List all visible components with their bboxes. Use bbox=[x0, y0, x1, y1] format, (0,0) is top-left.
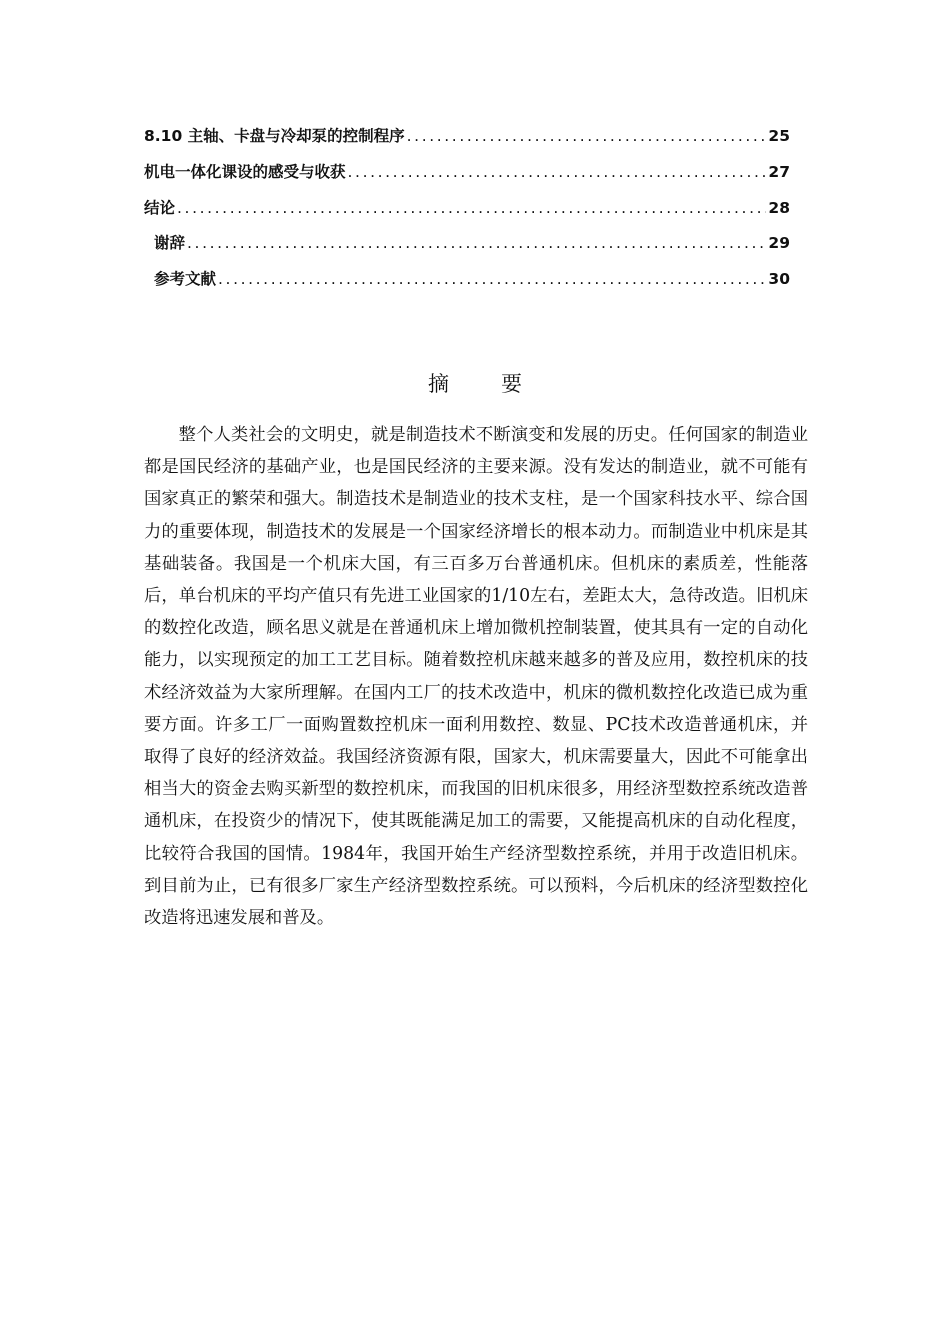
toc-entry[interactable] bbox=[144, 124, 790, 160]
toc-entry[interactable] bbox=[144, 267, 790, 303]
toc-entry-title: 8.10 主轴、卡盘与冷却泵的控制程序 bbox=[144, 127, 405, 145]
toc-entry[interactable] bbox=[144, 196, 790, 232]
toc-leader-dots bbox=[348, 163, 766, 181]
toc-entry-page: 28 bbox=[768, 198, 790, 217]
toc-entry[interactable] bbox=[144, 160, 790, 196]
abstract-heading-char: 要 bbox=[501, 372, 522, 396]
toc-entry-title: 结论 bbox=[144, 198, 176, 217]
toc-entry-title: 机电一体化课设的感受与收获 bbox=[144, 162, 346, 181]
toc-entry-page: 29 bbox=[768, 234, 790, 253]
toc-entry-title: 参考文献 bbox=[154, 270, 217, 289]
table-of-contents bbox=[144, 124, 790, 303]
toc-leader-dots bbox=[218, 270, 766, 288]
toc-leader-dots bbox=[187, 234, 766, 252]
abstract-paragraph: 整个人类社会的文明史，就是制造技术不断演变和发展的历史。任何国家的制造业都是国民经济的基础产业，也是国民经济的主要来源。没有发达的制造业，就不可能有国家真正的繁荣和强大。制造技术是制造业的技术支柱，是一个国家科技水平、综合国力的重要体现，制造技术的发展是一个国家经济增长的根本动力。而制造业中机床是其基础装备。我国是一个机床大国，有三百多万台普通机床。但机床的素质差，性能落后，单台机床的平均产值只有先进工业国家的1/10左右，差距太大，急待改造。旧机床的数控化改造，顾名思义就是在普通机床上增加微机控制装置，使其具有一定的自动化能力，以实现预定的加工工艺目标。随着数控机床越来越多的普及应用，数控机床的技术经济效益为大家所理解。在国内工厂的技术改造中，机床的微机数控化改造已成为重要方面。许多工厂一面购置数控机床一面利用数控、数显、PC技术改造普通机床，并取得了良好的经济效益。我国经济资源有限，国家大，机床需要量大，因此不可能拿出相当大的资金去购买新型的数控机床，而我国的旧机床很多，用经济型数控系统改造普通机床，在投资少的情况下，使其既能满足加工的需要，又能提高机床的自动化程度，比较符合我国的国情。1984年，我国开始生产经济型数控系统，并用于改造旧机床。到目前为止，已有很多厂家生产经济型数控系统。可以预料，今后机床的经济型数控化改造将迅速发展和普及。 bbox=[144, 425, 808, 929]
toc-entry-title: 谢辞 bbox=[154, 234, 186, 253]
abstract-heading-char: 摘 bbox=[428, 372, 449, 396]
toc-leader-dots bbox=[407, 127, 766, 145]
toc-entry[interactable] bbox=[144, 231, 790, 267]
toc-entry-page: 27 bbox=[768, 162, 790, 181]
toc-entry-page: 25 bbox=[768, 127, 790, 145]
abstract-heading bbox=[0, 368, 950, 398]
toc-entry-page: 30 bbox=[768, 270, 790, 289]
toc-leader-dots bbox=[177, 199, 766, 217]
